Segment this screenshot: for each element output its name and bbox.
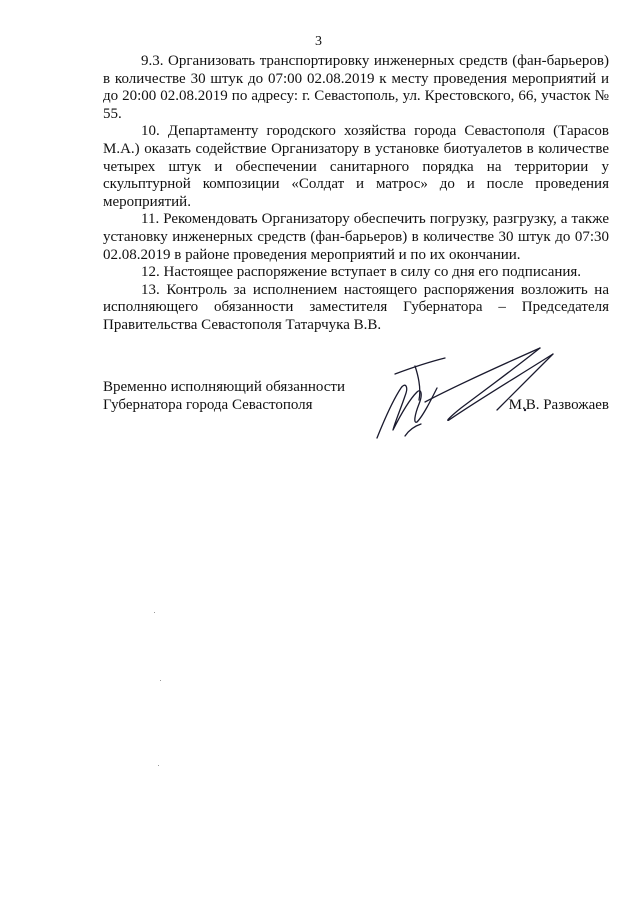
paragraph-13: 13. Контроль за исполнением настоящего распоряжения возложить на исполняющего обязанности заместителя Губернатора – Председателя Правительства Севастополя Татарчука В.В. [103,281,609,333]
paragraph-9-3: 9.3. Организовать транспортировку инженерных средств (фан-барьеров) в количестве 30 штук до 07:00 02.08.2019 к месту проведения мероприятий и до 20:00 02.08.2019 по адресу: г. Севастополь, ул. Крестовского, 66, участок № 55. [103,53,609,122]
document-body [103,53,609,335]
scan-speck [160,680,161,681]
handwritten-signature [365,338,605,448]
paragraph-10: 10. Департаменту городского хозяйства города Севастополя (Тарасов М.А.) оказать содействие Организатору в установке биотуалетов в количестве четырех штук и обеспечении санитарного порядка на территории у скульптурной композиции «Солдат и матрос» до и после проведения мероприятий. [103,123,609,210]
signatory-title [103,378,345,414]
page-number: 3 [315,34,322,49]
signature-block [103,378,609,458]
paragraph-11: 11. Рекомендовать Организатору обеспечить погрузку, разгрузку, а также установку инженерных средств (фан-барьеров) в количестве 30 штук до 07:30 02.08.2019 в районе проведения мероприятий и по их окончании. [103,211,609,263]
scan-speck [158,765,159,766]
signatory-title-line-2: Губернатора города Севастополя [103,397,313,413]
scan-speck [154,612,155,613]
paragraph-12: 12. Настоящее распоряжение вступает в силу со дня его подписания. [141,264,582,281]
signatory-title-line-1: Временно исполняющий обязанности [103,379,346,395]
signatory-name: М.В. Развожаев [508,397,609,413]
